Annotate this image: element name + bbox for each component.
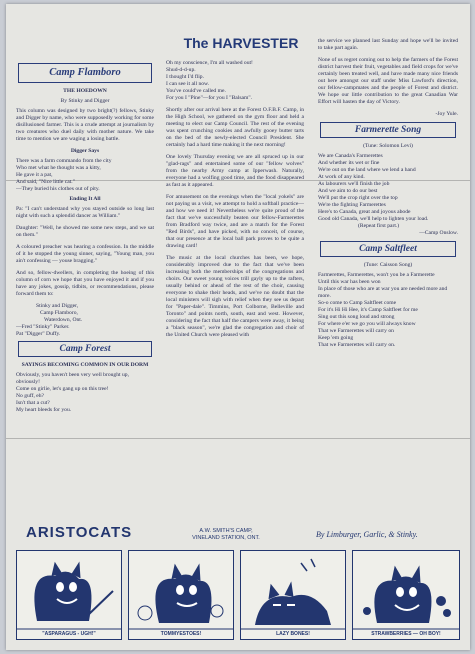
- section-title-camp-flamboro: Camp Flamboro: [18, 63, 152, 83]
- signature: Pat "Digger" Duffy.: [16, 331, 61, 337]
- song-line: And we aim to do our best: [318, 188, 378, 194]
- paragraph: None of us regret coming out to help the farmers of the Forest district harvest their fruit, vegetables and field crops for we've certainly been treated well, and have made many nice friends out here amongst our staff under Miss Lawford's direction, our fellow-campmates and the people of Forest and district. We hope our little contribution to the great Canadian War Effort will hasten the day of Victory.: [318, 57, 458, 105]
- masthead-title: The HARVESTER: [183, 35, 299, 51]
- comic-byline: By Limburger, Garlic, & Stinky.: [316, 530, 418, 539]
- camp-line-2: VINELAND STATION, ONT.: [192, 535, 260, 541]
- column-middle: [166, 60, 304, 522]
- paragraph: A coloured preacher was hearing a confession. In the middle of it he stopped the young sinner, saying, "Young man, you ain't confessing — youse bragging.": [16, 244, 154, 264]
- poem-line: He gave it a pat,: [16, 172, 53, 178]
- paragraph: Shortly after our arrival here at the Forest O.F.B.F. Camp, in the High School, we gathered on the gym floor and held a meeting to elect our Camp Council. The rest of the evening was spent crunching cookies and awfully gooey butter tarts on the bed of the newly-elected Council President. She certainly had a hard time making it the next morning!: [166, 107, 304, 148]
- saying-line: Shud-d-d-up.: [166, 67, 196, 73]
- paragraph: the service we planned last Sunday and hope we'll be invited to take part again.: [318, 38, 458, 51]
- address-line: Waterdown, Ont.: [44, 317, 83, 323]
- subhead-hoedown: THE HOEDOWN: [63, 88, 107, 94]
- section-title-camp-forest: Camp Forest: [18, 341, 152, 357]
- comic-header: [16, 524, 460, 552]
- comic-caption: TOMMYESTOES!: [160, 631, 202, 637]
- comic-panel-3: [240, 550, 346, 640]
- song-line: At work of any kind.: [318, 174, 365, 180]
- song-tune: (Tune: Solomon Levi): [363, 143, 413, 149]
- comic-panel-1: [16, 550, 122, 640]
- song-line: And whether its wet or fine: [318, 160, 380, 166]
- newspaper-page: [6, 4, 470, 650]
- song-line: Good old Canada, we'll help to lighten your load.: [318, 216, 429, 222]
- subhead-ending-it-all: Ending It All: [69, 196, 101, 202]
- saying-line: No guff, eh?: [16, 393, 45, 399]
- song-line: We'll put the crop right over the top: [318, 195, 398, 201]
- subhead-digger-says: Digger Says: [70, 148, 100, 154]
- comic-panel-2: [128, 550, 234, 640]
- song-line: We're the fighting Farmerettes: [318, 202, 386, 208]
- saying-line: Isn't that a cut?: [16, 400, 50, 406]
- signature: -Joy Yule.: [435, 111, 458, 117]
- poem-line: And said, "Nice little cat.": [16, 179, 75, 185]
- song-line: We are Canada's Farmerettes: [318, 153, 383, 159]
- saying-line: You've could've called me.: [166, 88, 226, 94]
- comic-strip: [16, 524, 460, 644]
- comic-caption: "ASPARAGUS - UGH!": [42, 631, 96, 637]
- column-left: [16, 60, 154, 520]
- subhead-sayings: SAYINGS BECOMING COMMON IN OUR DORM: [21, 362, 149, 368]
- paragraph: One lovely Thursday evening we are all spruced up in our "glad-rags" and entertained some of our "fellow wolves" from the nearby Army camp at Ipperwash. Naturally, everyone had a wolfing good time, and the food disappeared as fast as it appeared.: [166, 154, 304, 188]
- comic-caption: STRAWBERRIES — OH BOY!: [371, 631, 441, 637]
- song-line: Until this war has been won: [318, 279, 381, 285]
- song-line: That we Farmerettes will carry on.: [318, 342, 396, 348]
- cat-drawing-icon: [129, 551, 233, 639]
- address-line: Stinky and Digger,: [36, 303, 79, 309]
- song-line: Here's to Canada, great and joyous abode: [318, 209, 411, 215]
- saying-line: Obviously, you haven't been very well brought up, obviously!: [16, 372, 129, 385]
- song-line: For it's Hi Hi Hee, it's Camp Saltfleet for me: [318, 307, 418, 313]
- comic-caption: LAZY BONES!: [276, 631, 310, 637]
- song-line: In place of those who are at war you are needed more and more.: [318, 286, 448, 299]
- section-title-farmerette-song: Farmerette Song: [320, 122, 456, 138]
- camp-line-1: A.W. SMITH'S CAMP,: [199, 528, 253, 534]
- saying-line: Come on girlie, let's gang up on this tree!: [16, 386, 109, 392]
- comic-logo: ARISTOCATS: [26, 524, 133, 541]
- paragraph: The music at the local churches has been, we hope, considerably improved due to the fact that we've been increasing both the memberships of the congregations and choirs. Our sweet young voices trill gayly up to the rafters, usually behind or ahead of the rest of the choir, causing everyone to shake their heads, and we've no doubt that the local ministers will sigh with relief when they see us depart for "Paper-dale". Timmins, Port Colborne, Belleville and Toronto" and points north, south, east and west. However, considering the fact that half the campers were away, it being a "black season", we're glad the congregation and choir of the United Church were pleased with: [166, 255, 304, 338]
- song-line: As labourers we'll finish the job: [318, 181, 390, 187]
- poem-line: Who met what he thought was a kitty,: [16, 165, 101, 171]
- song-line: Keep 'em going: [318, 335, 354, 341]
- paragraph: Pa: "I can't understand why you stayed outside so long last night with such a splendid dancer as William.": [16, 206, 154, 219]
- saying-line: I can see it all now.: [166, 81, 210, 87]
- paragraph: Daughter: "Well, he showed me some new steps, and we sat on them.": [16, 225, 154, 238]
- signature: —Fred "Stinky" Parker.: [16, 324, 70, 330]
- paragraph: And so, fellow-dwellers, in completing the hoeing of this column of corn we hope that you have enjoyed it and if you have any jokes, gossip, tidbits, or recommendations, please forward them to:: [16, 270, 154, 297]
- song-line: Farmerettes, Farmerettes, won't you be a Farmerette: [318, 272, 435, 278]
- saying-line: I thought I'd flip.: [166, 74, 204, 80]
- column-right: [318, 38, 458, 522]
- song-line: (Repeat first part.): [358, 223, 400, 229]
- song-line: Sing out this song loud and strong: [318, 314, 395, 320]
- section-title-camp-saltfleet: Camp Saltfleet: [320, 241, 456, 257]
- song-line: That we Farmerettes will carry on: [318, 328, 394, 334]
- song-line: So-o come to Camp Saltfleet come: [318, 300, 397, 306]
- signature: —Camp Onslow.: [419, 230, 458, 236]
- saying-line: Oh my conscience, I'm all washed out!: [166, 60, 253, 66]
- byline: By Stinky and Digger: [60, 98, 110, 104]
- saying-line: For you I "Pine"—for you I "Balsam".: [166, 95, 253, 101]
- song-line: For where e'er we go you will always know: [318, 321, 416, 327]
- paragraph: This column was designed by two bright(?) fellows, Stinky and Digger by name, who were supposedly working for some disillusioned farmer. This is a crude attempt at journalism by two creatures who duel daily with mother nature. We take time to mention we are waging a losing battle.: [16, 108, 154, 142]
- cat-drawing-icon: [353, 551, 459, 639]
- camp-name: [166, 528, 286, 542]
- poem-line: —They buried his clothes out of pity.: [16, 186, 100, 192]
- saying-line: My heart bleeds for you.: [16, 407, 72, 413]
- cat-drawing-icon: [17, 551, 121, 639]
- song-line: We're out on the land where we lend a hand: [318, 167, 416, 173]
- comic-panel-4: [352, 550, 460, 640]
- poem-line: There was a farm commando from the city: [16, 158, 112, 164]
- address-line: Camp Flamboro,: [40, 310, 78, 316]
- paragraph: For amusement on the evenings when the "local yokels" are not paying us a visit, we attempt to hold a softball practice—and how we need it! Nevertheless we're quite proud of the fact that we've successfully beaten our fellow-Farmerettes from Bradford way twice, and are a match for the Forest "Red Birds", and have picked, with no conceit, of course, that our presence at the local ball park proves to be quite a drawing card!: [166, 194, 304, 249]
- song-tune: (Tune: Caisson Song): [363, 262, 413, 268]
- cat-drawing-icon: [241, 551, 345, 639]
